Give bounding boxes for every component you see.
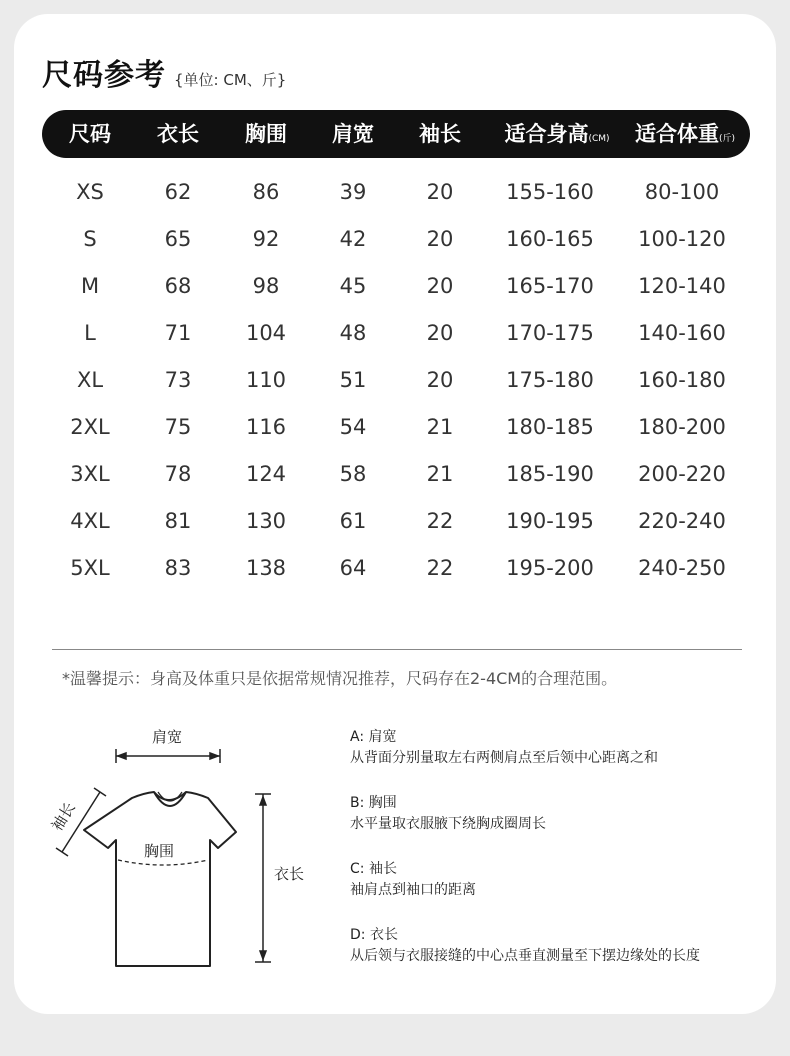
cell-weight: 200-220 [638,462,726,486]
cell-size: 4XL [70,509,110,533]
definition-title: D: 衣长 [350,927,398,943]
cell-shoulder: 58 [339,462,367,486]
cell-weight: 160-180 [638,368,726,392]
cell-length: 73 [164,368,192,392]
label-shoulder: 肩宽 [152,728,183,746]
cell-height: 185-190 [506,462,594,486]
table-row [0,451,790,497]
table-row [0,404,790,450]
cell-size: 3XL [70,462,110,486]
table-row [0,263,790,309]
cell-size: S [83,227,97,251]
header-chest: 胸围 [245,122,287,146]
page-title [42,50,287,93]
cell-shoulder: 51 [339,368,367,392]
cell-chest: 98 [252,274,280,298]
cell-chest: 116 [245,415,287,439]
cell-sleeve: 20 [426,227,454,251]
table-row [0,498,790,544]
definition-title: C: 袖长 [350,861,397,877]
cell-shoulder: 42 [339,227,367,251]
tshirt-diagram [40,720,340,980]
definition-sleeve [350,859,760,901]
cell-length: 78 [164,462,192,486]
definition-desc: 从背面分别量取左右两侧肩点至后领中心距离之和 [350,750,658,766]
cell-height: 170-175 [506,321,594,345]
cell-chest: 110 [245,368,287,392]
cell-size: 2XL [70,415,110,439]
cell-shoulder: 45 [339,274,367,298]
cell-height: 190-195 [506,509,594,533]
cell-sleeve: 21 [426,462,454,486]
cell-size: XS [76,180,104,204]
definition-title: B: 胸围 [350,795,397,811]
cell-shoulder: 48 [339,321,367,345]
cell-chest: 130 [245,509,287,533]
cell-size: 5XL [70,556,110,580]
header-weight-label: 适合体重 [634,122,719,146]
cell-weight: 180-200 [638,415,726,439]
header-shoulder: 肩宽 [332,122,374,146]
cell-weight: 240-250 [638,556,726,580]
cell-chest: 104 [245,321,287,345]
table-row [0,216,790,262]
table-header [42,110,750,158]
cell-sleeve: 20 [426,368,454,392]
cell-height: 160-165 [506,227,594,251]
table-row [0,357,790,403]
table-row [0,545,790,591]
cell-sleeve: 22 [426,556,454,580]
cell-height: 175-180 [506,368,594,392]
cell-height: 155-160 [506,180,594,204]
cell-shoulder: 39 [339,180,367,204]
cell-size: M [80,274,100,298]
definition-desc: 从后领与衣服接缝的中心点垂直测量至下摆边缘处的长度 [350,948,700,964]
table-row [0,310,790,356]
definition-desc: 袖肩点到袖口的距离 [350,882,476,898]
tip-note: *温馨提示：身高及体重只是依据常规情况推荐，尺码存在2-4CM的合理范围。 [62,669,618,688]
header-height [504,110,609,158]
cell-shoulder: 61 [339,509,367,533]
cell-height: 165-170 [506,274,594,298]
definition-chest [350,793,760,835]
cell-sleeve: 20 [426,180,454,204]
cell-shoulder: 64 [339,556,367,580]
definition-length [350,925,760,967]
cell-shoulder: 54 [339,415,367,439]
cell-height: 195-200 [506,556,594,580]
divider [52,649,742,650]
definition-desc: 水平量取衣服腋下绕胸成圈周长 [350,816,546,832]
cell-sleeve: 20 [426,321,454,345]
cell-length: 81 [164,509,192,533]
cell-length: 65 [164,227,192,251]
cell-weight: 80-100 [644,180,720,204]
cell-length: 62 [164,180,192,204]
header-weight [635,110,735,158]
header-weight-unit: (斤) [718,134,736,144]
header-sleeve: 袖长 [419,122,461,146]
cell-size: L [84,321,96,345]
tshirt-illustration [40,720,340,980]
cell-weight: 100-120 [638,227,726,251]
cell-chest: 138 [245,556,287,580]
header-height-unit: (CM) [588,134,610,144]
cell-sleeve: 20 [426,274,454,298]
cell-weight: 220-240 [638,509,726,533]
table-row [0,169,790,215]
cell-height: 180-185 [506,415,594,439]
cell-size: XL [76,368,104,392]
cell-sleeve: 21 [426,415,454,439]
label-sleeve: 袖长 [47,799,80,835]
cell-weight: 120-140 [638,274,726,298]
cell-chest: 124 [245,462,287,486]
cell-length: 71 [164,321,192,345]
cell-length: 68 [164,274,192,298]
definition-title: A: 肩宽 [350,729,397,745]
title-main: 尺码参考 [42,58,166,93]
label-chest: 胸围 [144,842,175,860]
cell-length: 75 [164,415,192,439]
label-length: 衣长 [274,865,305,883]
cell-chest: 86 [252,180,280,204]
header-size: 尺码 [69,122,111,146]
header-height-label: 适合身高 [504,122,589,146]
definition-shoulder [350,727,760,769]
header-length: 衣长 [157,122,199,146]
title-unit: {单位: CM、斤} [174,71,287,89]
measurement-definitions [350,727,760,991]
cell-chest: 92 [252,227,280,251]
cell-weight: 140-160 [638,321,726,345]
cell-sleeve: 22 [426,509,454,533]
cell-length: 83 [164,556,192,580]
